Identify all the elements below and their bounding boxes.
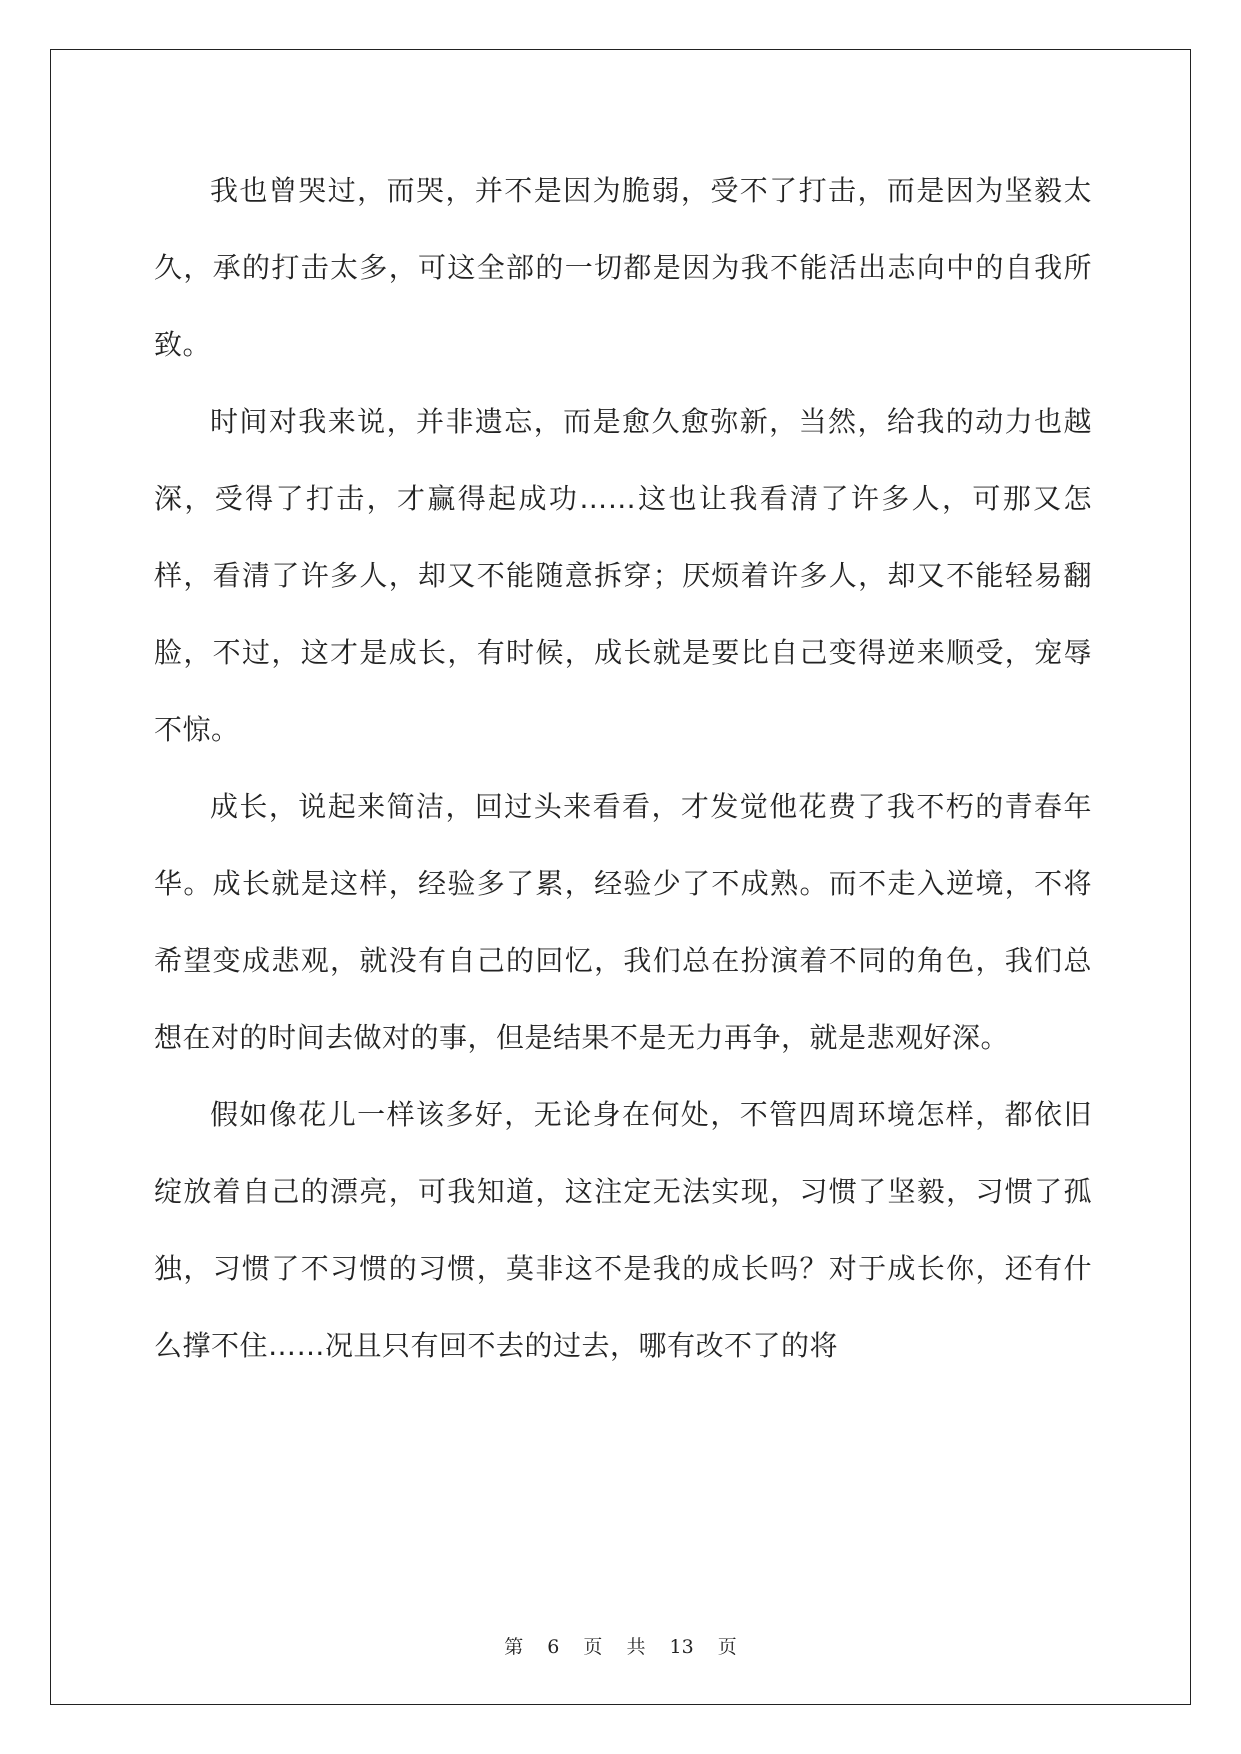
total-pages: 共 13 页 <box>626 1636 737 1658</box>
paragraph-2: 时间对我来说，并非遗忘，而是愈久愈弥新，当然，给我的动力也越深，受得了打击，才赢得起成功……这也让我看清了许多人，可那又怎样，看清了许多人，却又不能随意拆穿；厌烦着许多人，却又不能轻易翻脸，不过，这才是成长，有时候，成长就是要比自己变得逆来顺受，宠辱不惊。 <box>154 405 1092 746</box>
document-body <box>154 152 1092 1384</box>
page-footer <box>0 1632 1241 1659</box>
paragraph-3: 成长，说起来简洁，回过头来看看，才发觉他花费了我不朽的青春年华。成长就是这样，经验多了累，经验少了不成熟。而不走入逆境，不将希望变成悲观，就没有自己的回忆，我们总在扮演着不同的角色，我们总想在对的时间去做对的事，但是结果不是无力再争，就是悲观好深。 <box>154 790 1092 1054</box>
paragraph-1: 我也曾哭过，而哭，并不是因为脆弱，受不了打击，而是因为坚毅太久，承的打击太多，可这全部的一切都是因为我不能活出志向中的自我所致。 <box>154 174 1092 361</box>
paragraph-4: 假如像花儿一样该多好，无论身在何处，不管四周环境怎样，都依旧绽放着自己的漂亮，可我知道，这注定无法实现，习惯了坚毅，习惯了孤独，习惯了不习惯的习惯，莫非这不是我的成长吗？对于成长你，还有什么撑不住……况且只有回不去的过去，哪有改不了的将 <box>154 1098 1092 1362</box>
page-number: 第 6 页 <box>504 1636 603 1658</box>
